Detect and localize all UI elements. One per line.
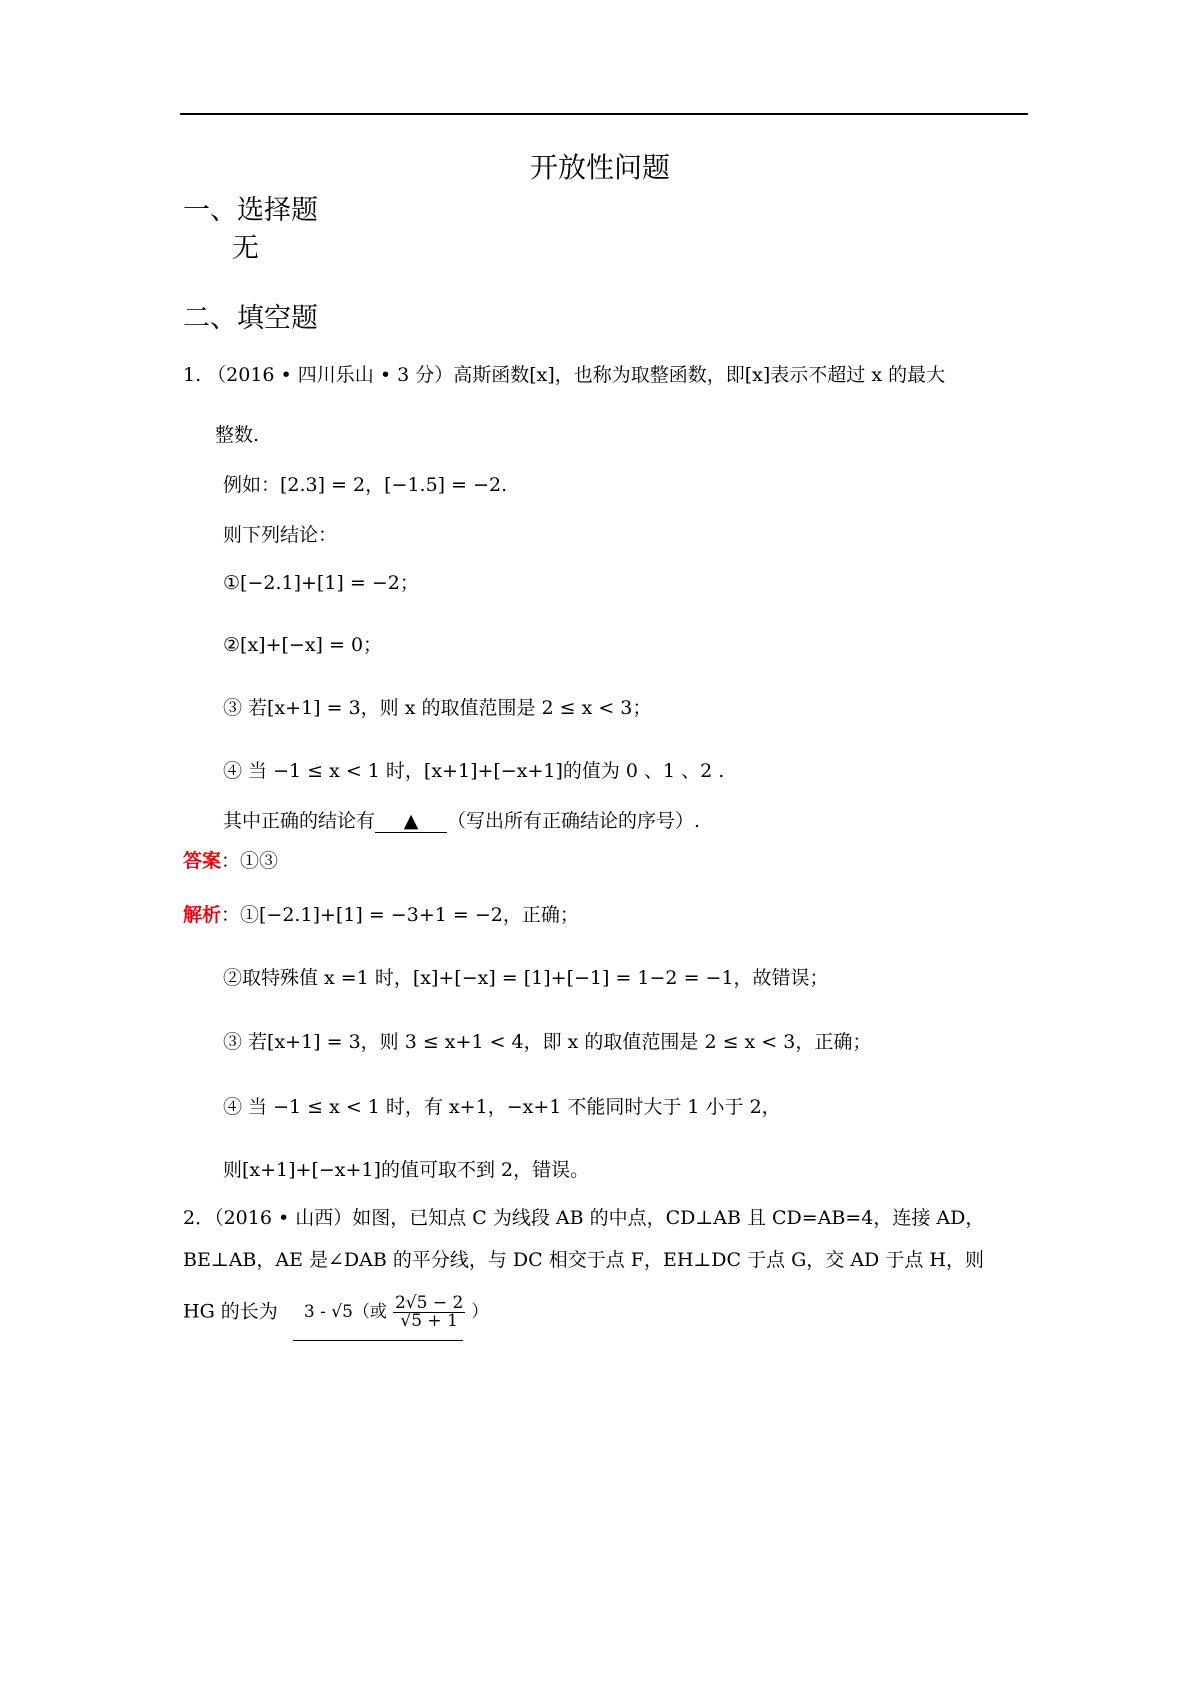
q2-line3-prefix: HG 的长为 <box>183 1300 278 1323</box>
q1-analysis-2: ②取特殊值 x =1 时，[x]+[−x] = [1]+[−1] = 1−2 = −1，故错误； <box>223 967 829 989</box>
q1-example: 例如：[2.3] = 2，[−1.5] = −2. <box>223 474 508 496</box>
triangle-icon: ▲ <box>403 810 419 832</box>
answer-label: 答案 <box>183 850 222 872</box>
section-heading-choice: 一、选择题 <box>183 195 318 226</box>
q1-conclusion-3: ③ 若[x+1] = 3，则 x 的取值范围是 2 ≤ x < 3； <box>223 697 652 719</box>
q2-answer-close: ） <box>471 1302 489 1322</box>
fraction-denominator: √5 + 1 <box>400 1311 458 1331</box>
analysis-line-1: ：①[−2.1]+[1] = −3+1 = −2，正确； <box>221 904 579 926</box>
page-title: 开放性问题 <box>529 151 670 184</box>
q1-line2: 整数. <box>215 424 260 446</box>
header-rule <box>180 113 1028 115</box>
q2-line1: 2．（2016 • 山西）如图，已知点 C 为线段 AB 的中点，CD⊥AB 且 CD=AB=4，连接 AD， <box>183 1207 985 1229</box>
answer-blank <box>375 810 447 833</box>
section-heading-fill: 二、填空题 <box>183 303 318 334</box>
q2-line2: BE⊥AB，AE 是∠DAB 的平分线，与 DC 相交于点 F，EH⊥DC 于点 G，交 AD 于点 H，则 <box>183 1249 984 1271</box>
fraction-numerator: 2√5 − 2 <box>394 1293 464 1313</box>
q1-conclusion-4: ④ 当 −1 ≤ x < 1 时，[x+1]+[−x+1]的值为 0 、1 、2 . <box>223 760 725 782</box>
q1-line1: 1. （2016 • 四川乐山 • 3 分）高斯函数[x]，也称为取整函数，即[x]表示不超过 x 的最大 <box>183 364 946 386</box>
answer-value: ：①③ <box>221 850 279 872</box>
q1-answer <box>183 846 278 873</box>
q1-prompt-before: 其中正确的结论有 <box>223 810 376 832</box>
q1-prompt-after: （写出所有正确结论的序号）. <box>447 810 701 832</box>
analysis-label: 解析 <box>183 904 222 926</box>
q1-conclusion-2: ②[x]+[−x] = 0； <box>223 634 383 656</box>
q2-answer-main: 3 - √5（或 <box>303 1302 387 1322</box>
q1-analysis-5: 则[x+1]+[−x+1]的值可取不到 2，错误。 <box>223 1159 590 1181</box>
q2-line3 <box>183 1295 488 1330</box>
section-none-text: 无 <box>232 233 259 264</box>
q2-answer-fraction <box>393 1295 465 1330</box>
q1-analysis-4: ④ 当 −1 ≤ x < 1 时，有 x+1，−x+1 不能同时大于 1 小于 2， <box>223 1096 781 1118</box>
q1-conclusions-intro: 则下列结论： <box>223 524 338 546</box>
q1-analysis-1 <box>183 900 579 927</box>
q1-prompt <box>223 806 700 833</box>
q2-answer-underline <box>293 1340 463 1341</box>
q1-analysis-3: ③ 若[x+1] = 3，则 3 ≤ x+1 < 4，即 x 的取值范围是 2 ≤ x < 3，正确； <box>223 1031 872 1053</box>
q1-conclusion-1: ①[−2.1]+[1] = −2； <box>223 572 419 594</box>
